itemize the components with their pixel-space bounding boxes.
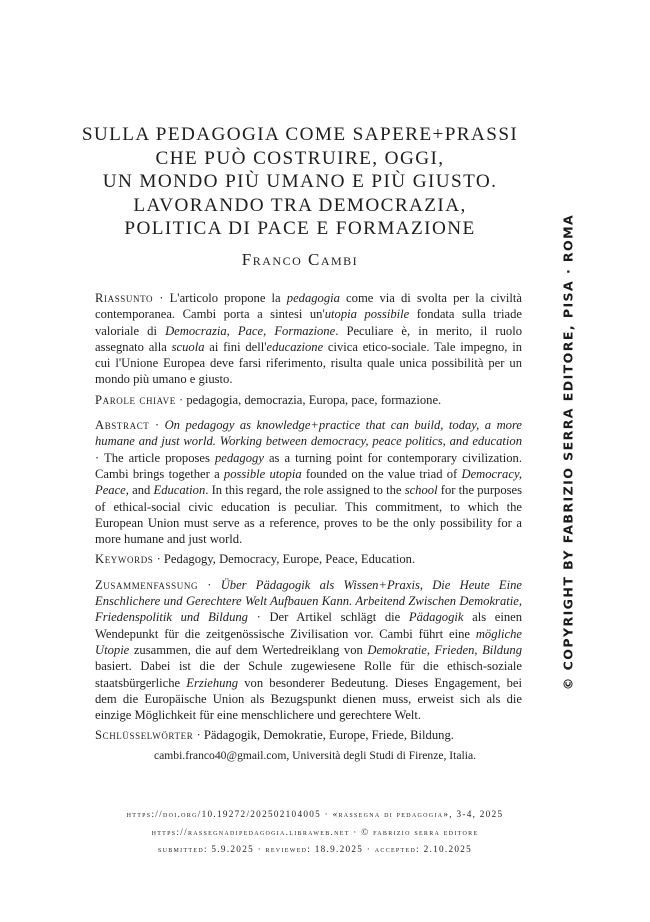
article-title [60,123,540,241]
schluesselwoerter-line [95,727,522,743]
zusammenfassung-emphasis: Pädagogik [408,610,464,625]
title-line-1: SULLA PEDAGOGIA COME SAPERE+PRASSI [81,124,519,145]
abstract-text: · The article proposes [95,450,215,465]
zusammenfassung-title-de: Über Pädagogik als Wissen+Praxis, Die Heute Eine Enschlichere und Gerechtere Welt Aufbauen Kann. Arbeitend Zwischen Demokratie, Friedenspolitik und Bildung [95,577,522,625]
parole-chiave-text: pedagogia, democrazia, Europa, pace, formazione. [186,392,442,407]
keywords-line [95,551,522,567]
title-line-4: LAVORANDO TRA DEMOCRAZIA, [133,194,467,216]
riassunto-emphasis: educazione [266,339,324,354]
abstract-paragraph [95,417,522,547]
riassunto-emphasis: pedagogia [286,291,340,305]
abstract-text: and [128,483,154,498]
riassunto-emphasis: scuola [171,339,205,354]
zusammenfassung-emphasis: Demokratie, Frieden, Bildung [367,642,522,657]
riassunto-emphasis: Democrazia, Pace, Formazione [165,323,336,338]
riassunto-text: L'articolo propone la [169,291,287,305]
riassunto-label: Riassunto [95,291,154,305]
riassunto-paragraph [95,290,522,388]
abstract-title-en: On pedagogy as knowledge+practice that can build, today, a more humane and just world. Working between democracy, peace politics, and education [95,418,522,449]
publication-footer [60,806,570,859]
zusammenfassung-text: basiert. Dabei ist die der Schule zugewiesene Rolle für die ethisch-soziale staatsbürgerliche [95,659,522,690]
abstracts-block [95,290,522,753]
separator: · [159,291,164,305]
abstract-emphasis: school [404,483,438,498]
abstract-text: for the purposes of ethical-social civic education is peculiar. This commitment, to which the European Union must serve as a reference, proves to be the only possibility for a more humane and just world. [95,483,523,547]
riassunto-text: civica etico-sociale. Tale impegno, in cui l'Unione Europea deve farsi riferimento, risulta quale unica possibilità per un mondo più umano e giusto. [95,339,523,387]
zusammenfassung-emphasis: Erziehung [186,675,239,690]
parole-chiave-line [95,392,522,408]
title-line-3: UN MONDO PIÙ UMANO E PIÙ GIUSTO. [102,171,498,192]
separator: · [154,418,160,433]
abstract-text: founded on the value triad of [301,466,462,481]
doi-line: https://doi.org/10.19272/202502104005 · «rassegna di pedagogia», 3-4, 2025 [126,809,504,819]
zusammenfassung-text: zusammen, die auf dem Wertedreiklang von [129,642,368,657]
separator: · [196,728,201,743]
riassunto-text: ai fini dell' [204,339,267,354]
copyright-text: COPYRIGHT BY FABRIZIO SERRA EDITORE, PISA · ROMA [560,213,576,671]
title-line-5: POLITICA DI PACE E FORMAZIONE [124,218,476,239]
keywords-text: Pedagogy, Democracy, Europe, Peace, Education. [163,552,416,567]
riassunto-text: fondata sulla triade valoriale di [95,307,522,338]
dates-line: submitted: 5.9.2025 · reviewed: 18.9.2025 · accepted: 2.10.2025 [157,844,473,854]
separator: · [156,552,161,567]
website-line: https://rassegnadipedagogia.libraweb.net · © fabrizio serra editore [151,826,479,837]
abstract-text: . In this regard, the role assigned to the [205,483,405,498]
riassunto-emphasis: utopia possibile [324,307,410,322]
author-name: Franco Cambi [241,250,359,269]
abstract-emphasis: pedagogy [214,450,264,465]
zusammenfassung-paragraph [95,577,522,724]
riassunto-text: . Peculiare è, in merito, il ruolo assegnato alla [95,323,522,354]
author-affiliation: cambi.franco40@gmail.com, Università degli Studi di Firenze, Italia. [153,749,476,762]
zusammenfassung-text: von besonderer Bedeutung. Dieses Engagement, bei dem die Europäische Union als Bezugspunkt dienen muss, erweist sich als die einzige Möglichkeit für eine menschlichere und gerechtere Welt. [95,675,523,723]
zusammenfassung-label: Zusammenfassung [95,577,199,592]
riassunto-text: come via di svolta per la civiltà contemporanea. Cambi porta a sintesi un' [95,291,522,322]
abstract-label: Abstract [95,418,150,433]
copyright-vertical-text [561,214,576,690]
copyright-icon: © [560,676,576,691]
abstract-emphasis: Education [153,483,206,498]
abstract-emphasis: Democracy, Peace, [95,466,522,498]
separator: · [178,392,184,407]
zusammenfassung-text: als einen Wendepunkt für die zeitgenössische Zivilisation vor. Cambi führt eine [95,610,522,641]
parole-chiave-label: Parole chiave [95,392,176,407]
title-line-2: CHE PUÒ COSTRUIRE, OGGI, [155,147,445,169]
abstract-emphasis: possible utopia [223,466,302,481]
keywords-label: Keywords [95,552,154,567]
abstract-text: as a turning point for contemporary civilization. Cambi brings together a [95,450,522,481]
zusammenfassung-text: · Der Artikel schlägt die [247,610,409,625]
schluesselwoerter-label: Schlüsselwörter [95,728,194,743]
schluesselwoerter-text: Pädagogik, Demokratie, Europe, Friede, Bildung. [203,728,454,743]
separator: · [207,577,212,592]
zusammenfassung-emphasis: mögliche Utopie [95,626,522,657]
